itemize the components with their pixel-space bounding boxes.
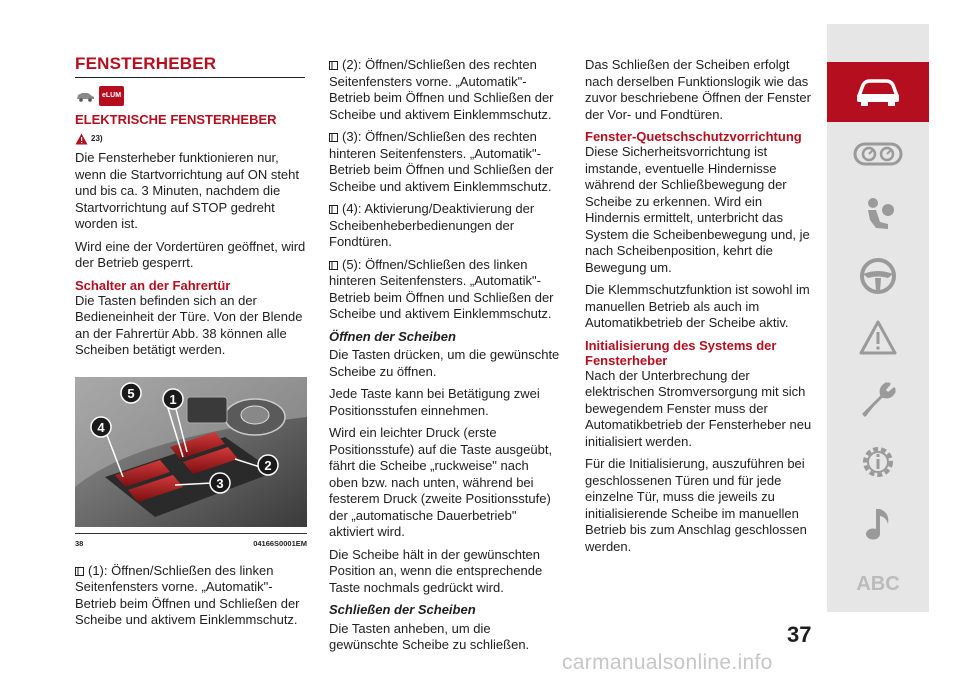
sidebar-item-technical-data[interactable] <box>827 432 929 492</box>
callout-label: 3 <box>216 475 224 491</box>
heading-pinch-protection: Fenster-Quetschschutzvorrichtung <box>585 129 802 144</box>
sidebar-item-index[interactable] <box>827 554 929 614</box>
sidebar-item-maintenance[interactable] <box>827 370 929 430</box>
bullet-icon <box>329 205 338 214</box>
warning-reference <box>75 131 307 148</box>
wrench-icon <box>858 380 898 420</box>
window-switch-figure <box>75 377 307 527</box>
car-side-icon <box>75 90 95 102</box>
paragraph: Das Schließen der Scheiben erfolgt nach derselben Funktionslogik wie das zuvor beschriebene Öffnen der Fenster der Vor- und Fondtüren. <box>585 57 811 122</box>
warning-triangle-icon <box>858 319 898 357</box>
steering-wheel-icon <box>858 256 898 296</box>
warning-number: 23) <box>91 133 103 143</box>
header-icons <box>75 86 307 107</box>
figure-number: 38 <box>75 539 84 548</box>
title-divider <box>75 77 305 78</box>
elum-badge: eLUM <box>99 86 124 107</box>
sidebar-item-safety[interactable] <box>827 184 929 244</box>
sidebar-item-car[interactable] <box>827 62 929 122</box>
section-title: FENSTERHEBER <box>75 54 217 73</box>
paragraph: Für die Initialisierung, auszuführen bei geschlossenen Türen und für jede einzelne Tür, muss die jeweils zu initialisierende Scheibe im manuellen Betrieb bis zum Anschlag geschlossen werden. <box>585 456 807 554</box>
page-number: 37 <box>787 622 812 647</box>
paragraph: Die Fensterheber funktionieren nur, wenn die Startvorrichtung auf ON steht und bis ca. 3 Minuten, nachdem die Startvorrichtung auf STOP gedreht worden ist. <box>75 150 300 231</box>
column-middle <box>329 57 561 660</box>
callout-label: 4 <box>97 419 105 435</box>
paragraph: Wird eine der Vordertüren geöffnet, wird der Betrieb gesperrt. <box>75 238 306 270</box>
heading-driver-switch: Schalter an der Fahrertür <box>75 277 231 293</box>
paragraph: Wird ein leichter Druck (erste Positionsstufe) auf die Taste ausgeübt, fährt die Scheibe „ruckweise" nach oben bzw. nach unten, während bei festerem Druck (zweite Positionsstufe) der „automatische Dauerbetrieb" aktiviert wird. <box>329 425 553 539</box>
music-note-icon <box>860 504 896 544</box>
footer-watermark: carmanualsonline.info <box>562 651 773 674</box>
paragraph: Die Scheibe hält in der gewünschten Position an, wenn die entsprechende Taste nochmals gedrückt wird. <box>329 546 543 595</box>
bullet-icon <box>329 61 338 70</box>
chapter-sidebar <box>827 24 929 612</box>
paragraph: Nach der Unterbrechung der elektrischen Stromversorgung mit sich bewegendem Fenster muss der Automatikbetrieb der Fensterheber neu initialisiert werden. <box>585 367 812 449</box>
column-right <box>585 57 817 561</box>
list-item: (5): Öffnen/Schließen des linken hinteren Seitenfensters. „Automatik"-Betrieb beim Öffnen und Schließen der Scheibe und aktivem Einklemmschutz. <box>329 256 554 321</box>
sidebar-item-multimedia[interactable] <box>827 494 929 554</box>
bullet-icon <box>329 133 338 142</box>
figure-code: 04166S0001EM <box>253 539 307 548</box>
sidebar-item-instruments[interactable] <box>827 124 929 184</box>
paragraph: Die Klemmschutzfunktion ist sowohl im manuellen Betrieb als auch im Automatikbetrieb der Scheibe aktiv. <box>585 282 810 330</box>
sidebar-item-driving[interactable] <box>827 246 929 306</box>
paragraph: Die Tasten befinden sich an der Bedieneinheit der Türe. Von der Blende an der Fahrertür Abb. 38 können alle Scheiben betätigt werden. <box>75 292 303 357</box>
list-item: (3): Öffnen/Schließen des rechten hinteren Seitenfensters. „Automatik"-Betrieb beim Öffnen und Schließen der Scheibe und aktivem Einklemmschutz. <box>329 129 554 194</box>
abc-index-icon: ABC <box>856 572 900 595</box>
bullet-icon <box>75 567 84 576</box>
subsection-title: ELEKTRISCHE FENSTERHEBER <box>75 112 277 127</box>
bullet-icon <box>329 261 338 270</box>
sidebar-item-emergency[interactable] <box>827 308 929 368</box>
callout-label: 5 <box>127 385 135 401</box>
gear-info-icon <box>857 441 899 483</box>
paragraph: Diese Sicherheitsvorrichtung ist imstande, eventuelle Hindernisse während der Schließbewegung der Scheibe zu erkennen. Wird ein Hindernis ermittelt, unterbricht das System die Scheibenbewegung und, je nach Scheibenposition, kehrt die Bewegung um. <box>585 144 810 275</box>
list-item: (2): Öffnen/Schließen des rechten Seitenfensters vorne. „Automatik"-Betrieb beim Öffnen und Schließen der Scheibe und aktivem Einklemmschutz. <box>329 57 554 122</box>
figure-caption <box>75 533 307 553</box>
paragraph: Die Tasten drücken, um die gewünschte Scheibe zu öffnen. <box>329 347 560 379</box>
list-item: (1): Öffnen/Schließen des linken Seitenfensters vorne. „Automatik"-Betrieb beim Öffnen und Schließen der Scheibe und aktivem Einklemmschutz. <box>75 562 300 627</box>
car-icon <box>853 76 903 108</box>
paragraph: Die Tasten anheben, um die gewünschte Scheibe zu schließen. <box>329 620 530 652</box>
heading-initialisation: Initialisierung des Systems der Fensterheber <box>585 337 777 368</box>
airbag-person-icon <box>858 194 898 234</box>
heading-close-windows: Schließen der Scheiben <box>329 602 476 617</box>
column-left <box>75 56 307 635</box>
list-item: (4): Aktivierung/Deaktivierung der Scheibenheberbedienungen der Fondtüren. <box>329 201 535 249</box>
callout-label: 2 <box>264 457 272 473</box>
gauges-icon <box>852 140 904 168</box>
heading-open-windows: Öffnen der Scheiben <box>329 328 456 344</box>
callout-label: 1 <box>169 391 177 407</box>
paragraph: Jede Taste kann bei Betätigung zwei Positionsstufen einnehmen. <box>329 386 540 418</box>
warning-triangle-icon <box>75 133 88 145</box>
